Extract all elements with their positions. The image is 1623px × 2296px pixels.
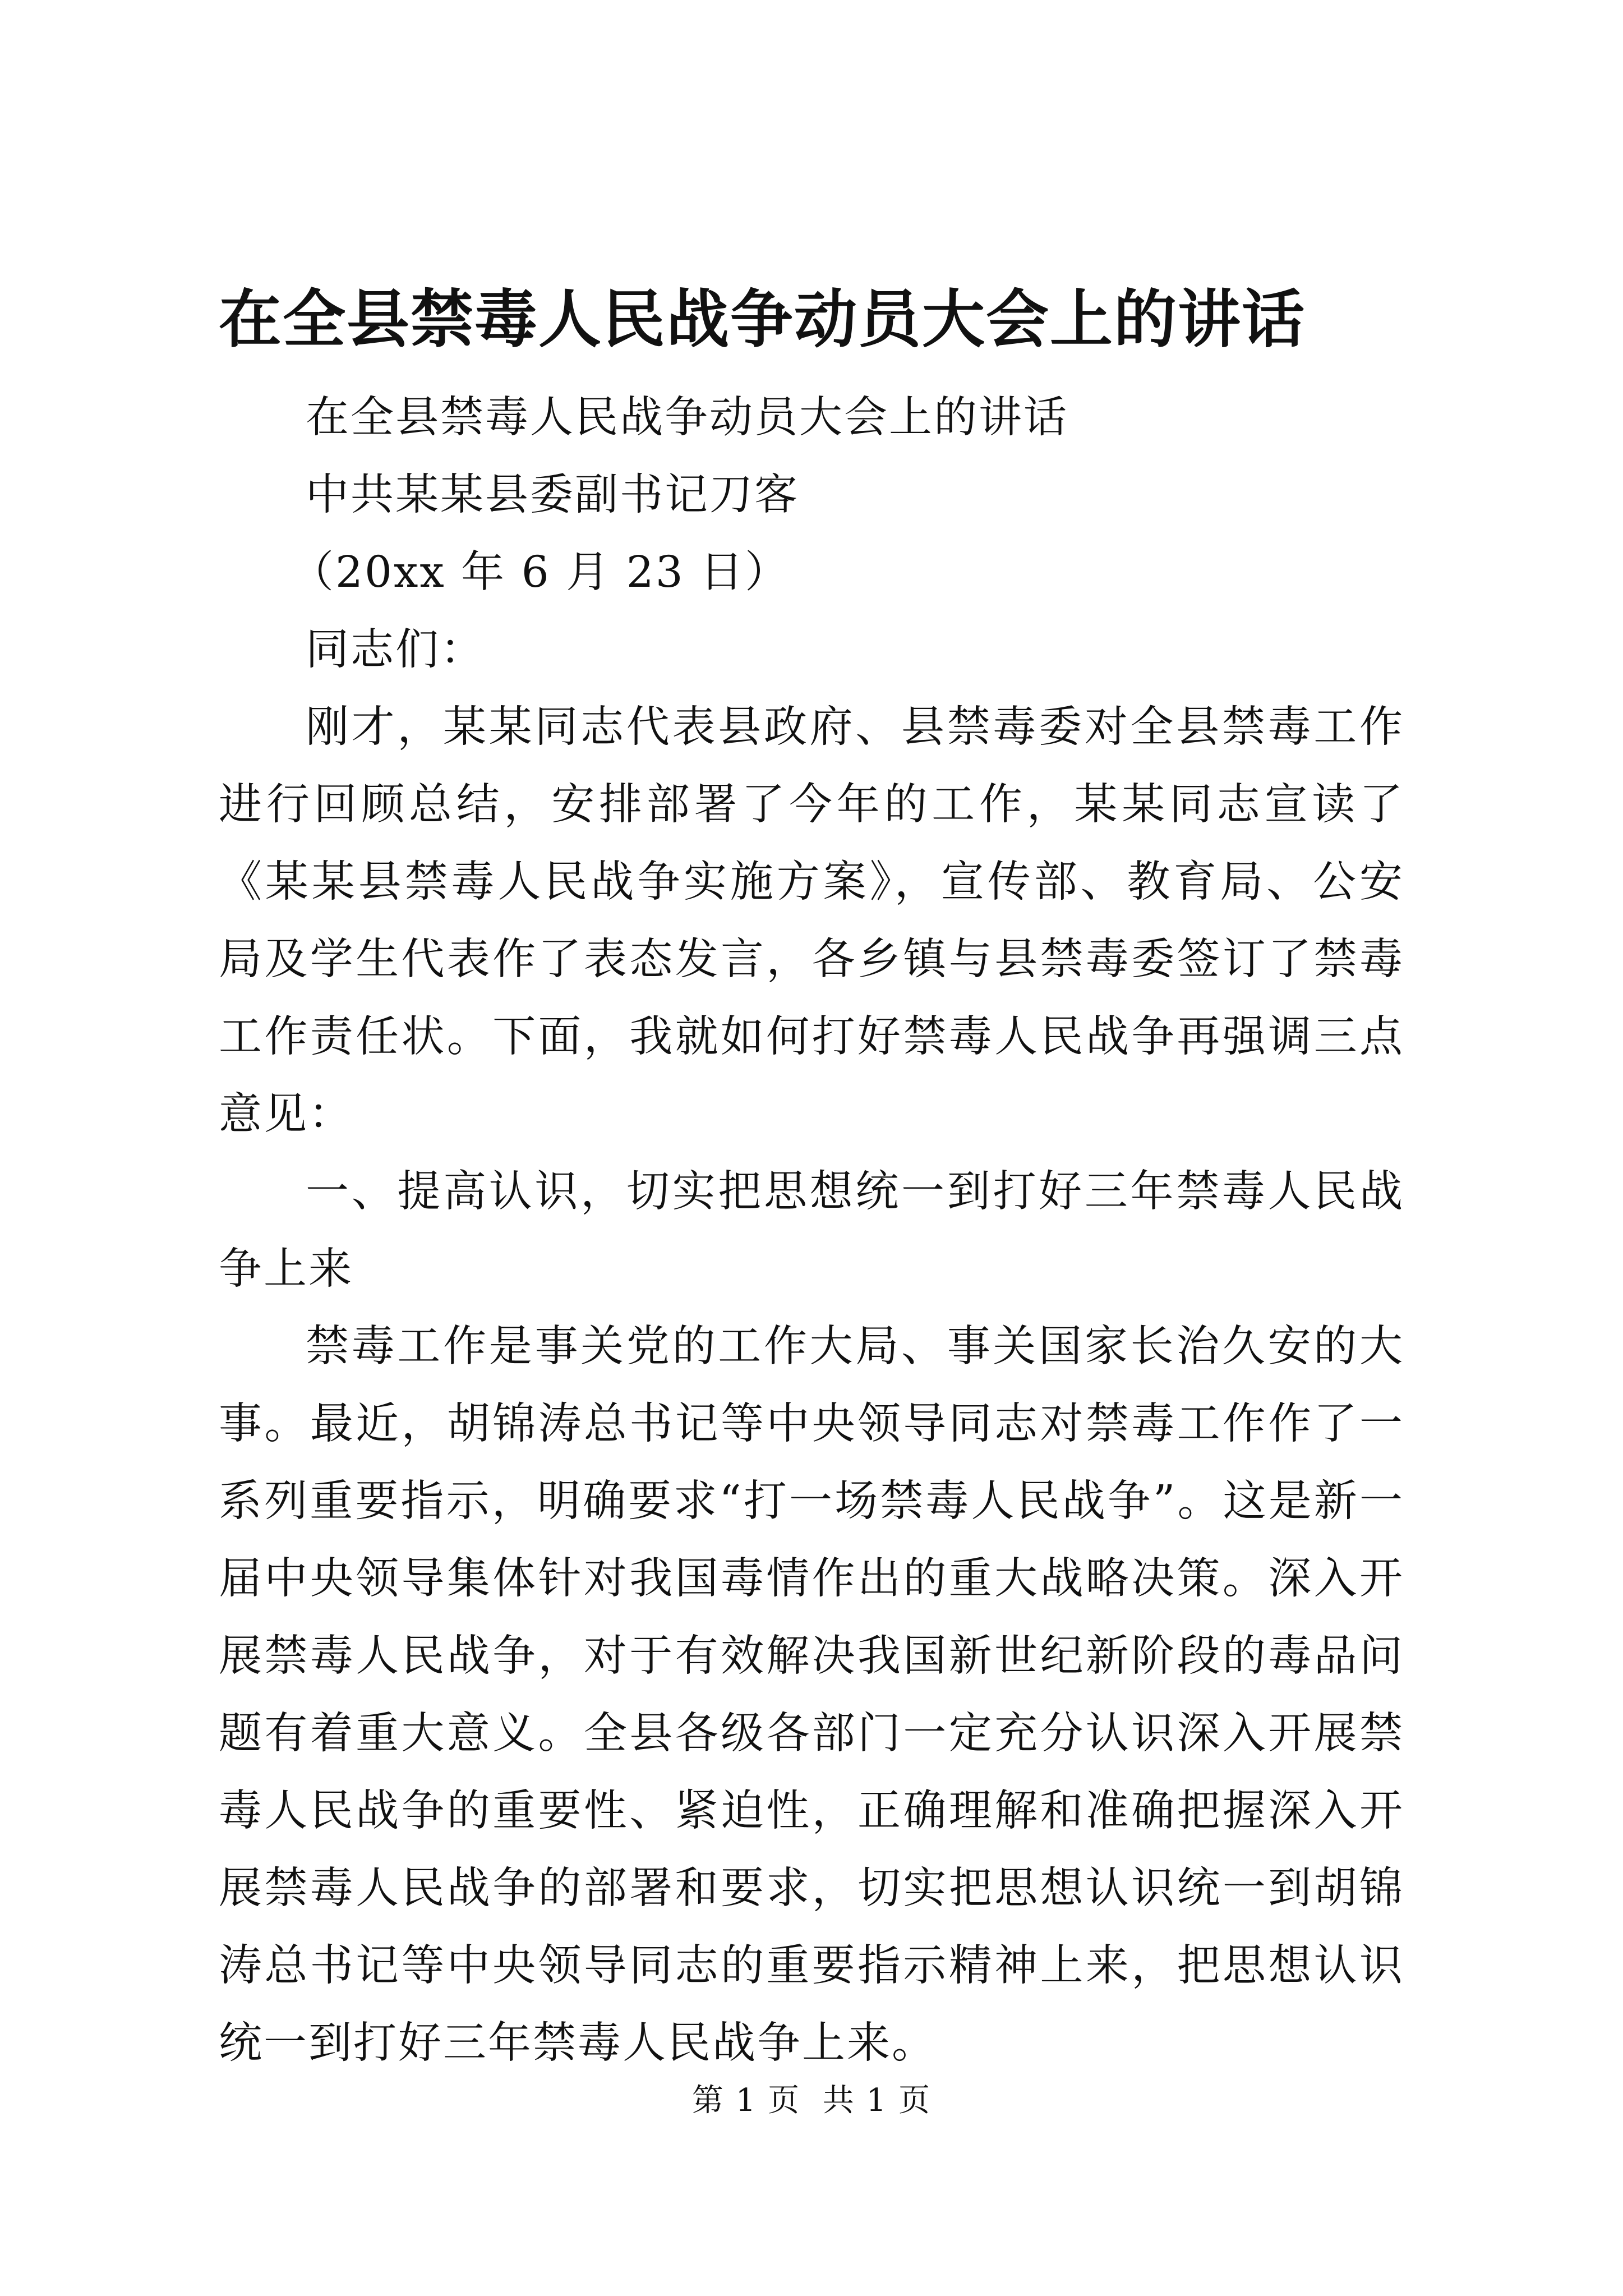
subtitle-line: 在全县禁毒人民战争动员大会上的讲话	[306, 393, 1068, 443]
date-line: （20xx 年 6 月 23 日）	[291, 547, 790, 597]
salutation: 同志们：	[306, 625, 485, 675]
document-title: 在全县禁毒人民战争动员大会上的讲话	[219, 283, 1306, 356]
footer-prefix: 第	[691, 2082, 725, 2119]
page-footer	[0, 2081, 1623, 2120]
section-heading: 一、提高认识，切实把思想统一到打好三年禁毒人民战争上来	[219, 1167, 1404, 1294]
document-body	[219, 379, 1404, 2082]
paragraph: 刚才，某某同志代表县政府、县禁毒委对全县禁毒工作进行回顾总结，安排部署了今年的工作，某某同志宣读了《某某县禁毒人民战争实施方案》，宣传部、教育局、公安局及学生代表作了表态发言，各乡镇与县禁毒委签订了禁毒工作责任状。下面，我就如何打好禁毒人民战争再强调三点意见：	[219, 702, 1404, 1139]
page-total: 1	[866, 2082, 888, 2119]
page-number: 1	[735, 2082, 757, 2119]
footer-suffix: 页	[898, 2082, 932, 2119]
footer-mid: 页 共	[768, 2082, 855, 2119]
author-line: 中共某某县委副书记刀客	[306, 470, 799, 520]
paragraph: 禁毒工作是事关党的工作大局、事关国家长治久安的大事。最近，胡锦涛总书记等中央领导同志对禁毒工作作了一系列重要指示，明确要求“打一场禁毒人民战争”。这是新一届中央领导集体针对我国毒情作出的重大战略决策。深入开展禁毒人民战争，对于有效解决我国新世纪新阶段的毒品问题有着重大意义。全县各级各部门一定充分认识深入开展禁毒人民战争的重要性、紧迫性，正确理解和准确把握深入开展禁毒人民战争的部署和要求，切实把思想认识统一到胡锦涛总书记等中央领导同志的重要指示精神上来，把思想认识统一到打好三年禁毒人民战争上来。	[219, 1322, 1404, 2068]
